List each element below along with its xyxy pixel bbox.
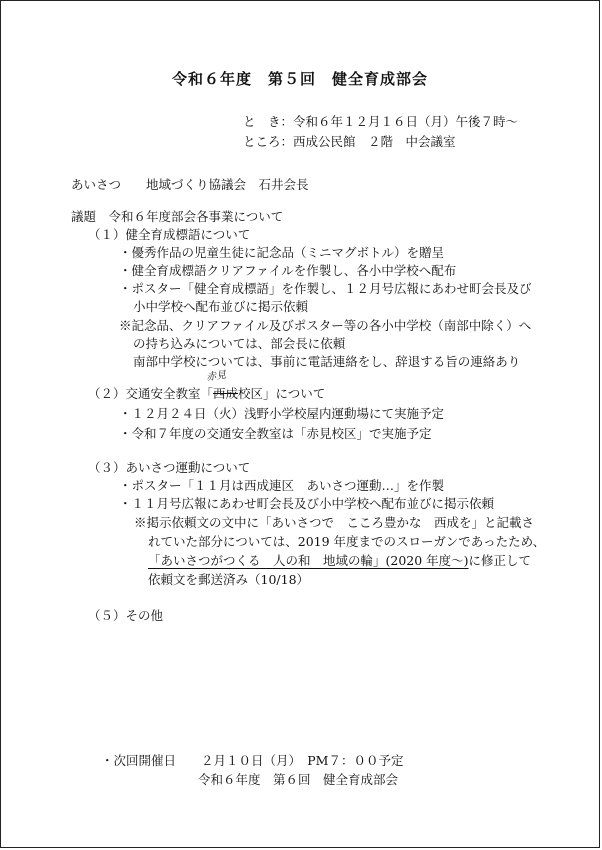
meeting-place: ところ：西成公民館 ２階 中会議室 (243, 134, 456, 149)
section2-item: ・令和７年度の交通安全教室は「赤見校区」で実施予定 (119, 426, 432, 441)
section1-note: の持ち込みについては、部会長に依頼 (133, 336, 346, 351)
struck-text: 西成 (213, 386, 239, 401)
section5-title: （５）その他 (88, 608, 164, 623)
section2-title (88, 386, 325, 402)
section1-title: （１）健全育成標語について (88, 227, 251, 242)
document-title: 令和６年度 第５回 健全育成部会 (171, 70, 428, 88)
correction-suffix: に修正して (468, 553, 532, 568)
section2-title-prefix: （２）交通安全教室「 (88, 386, 214, 401)
section1-item: ・優秀作品の児童生徒に記念品（ミニマグボトル）を贈呈 (119, 245, 445, 260)
section1-note: 南部中学校については、事前に電話連絡をし、辞退する旨の連絡あり (133, 354, 521, 369)
next-meeting-name: 令和６年度 第６回 健全育成部会 (198, 772, 399, 787)
handwritten-correction: 赤見 (205, 369, 227, 384)
underlined-slogan: 「あいさつがつくる 人の和 地域の輪」(2020 年度～) (148, 553, 469, 568)
section3-item: ・１１月号広報にあわせ町会長及び小中学校へ配布並びに掲示依頼 (119, 496, 495, 511)
meeting-time: と き：令和６年１２月１６日（月）午後７時～ (243, 114, 519, 129)
section3-note-corrected (148, 553, 531, 569)
section3-item: ・ポスター「１１月は西成連区 あいさつ運動…」を作製 (119, 478, 445, 493)
agenda-heading: 議題 令和６年度部会各事業について (71, 209, 284, 224)
section3-title: （３）あいさつ運動について (88, 460, 251, 475)
section2-title-suffix: 校区」について (238, 386, 326, 401)
section3-note: ※掲示依頼文の文中に「あいさつで こころ豊かな 西成を」と記載さ (134, 515, 535, 530)
section1-item: ・健全育成標語クリアファイルを作製し、各小中学校へ配布 (119, 263, 457, 278)
section1-item: 小中学校へ配布並びに掲示依頼 (133, 299, 309, 314)
section1-item: ・ポスター「健全育成標語」を作製し、１２月号広報にあわせ町会長及び (119, 281, 532, 296)
next-meeting-date: ・次回開催日 ２月１０日（月） PM７：００予定 (101, 753, 404, 768)
greeting-line: あいさつ 地域づくり協議会 石井会長 (71, 177, 309, 192)
section1-note: ※記念品、クリアファイル及びポスター等の各小中学校（南部中除く）へ (119, 318, 532, 333)
section3-note: 依頼文を郵送済み（10/18） (148, 572, 310, 587)
section2-item: ・１２月２４日（火）浅野小学校屋内運動場にて実施予定 (119, 406, 445, 421)
section3-note: れていた部分については、2019 年度までのスローガンであったため、 (148, 534, 546, 549)
